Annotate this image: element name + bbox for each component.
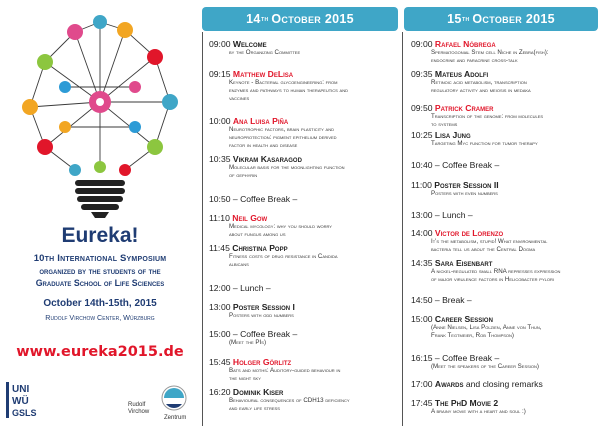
event-description: of major virulence factors in Helicobacter pylori [431,275,554,283]
break-label: – Coffee Break – [434,160,500,170]
schedule-event [209,69,398,102]
day-14-header: 14 th October 2015 [202,7,398,31]
event-time: 16:15 [411,353,433,363]
speaker-name: Patrick Cramer [434,103,494,113]
event-suffix: and closing remarks [463,379,543,389]
event-heading [209,154,398,164]
event-heading [411,314,598,324]
svg-text:GSLS: GSLS [12,408,37,418]
symposium-venue: Rudolf Virchow Center, Würzburg [45,313,155,322]
event-time: 17:45 [411,398,433,408]
schedule-event [209,243,398,269]
event-description: (Meet the PIs) [229,339,267,346]
schedule-break [209,283,398,293]
event-time: 09:15 [209,69,231,79]
break-label: – Break – [434,295,472,305]
speaker-name: Awards [434,379,464,389]
schedule-event [209,387,398,413]
event-description: vaccines [229,94,250,102]
event-description: Fitness costs of drug resistance in Candida [229,253,338,260]
event-heading [209,243,398,253]
event-heading [209,329,398,339]
event-time: 09:35 [411,69,433,79]
svg-text:Virchow: Virchow [128,409,150,415]
event-time: 13:00 [209,302,231,312]
event-description: endocrine and paracrine cross-talk [431,56,518,64]
schedule-event [209,154,398,180]
event-description: of gephyrin [229,171,258,179]
break-label: – Lunch – [232,283,271,293]
event-time: 10:35 [209,154,231,164]
symposium-dates: October 14th-15th, 2015 [43,298,157,309]
speaker-name: Victor de Lorenzo [434,228,504,238]
event-time: 15:00 [411,314,433,324]
event-description: the night sky [229,374,261,382]
symposium-title: 10th International Symposium [33,253,167,264]
speaker-name: Dominik Kiser [232,387,284,397]
svg-text:Zentrum: Zentrum [164,415,187,421]
svg-text:UNI: UNI [12,384,30,395]
event-heading [209,283,398,293]
event-description: Transcription of the genome: from molecules [431,113,544,120]
event-heading [411,379,598,389]
speaker-name: Sara Eisenbart [434,258,493,268]
schedule-event [209,39,398,57]
event-heading [209,39,398,49]
schedule-event [411,130,598,148]
event-description: Posters with even numbers [431,190,498,197]
event-description: (Anne Nielsen, Lisa Polzien, Anne von Thun, [431,324,542,331]
event-description: Bats and moths: Auditory-guided behaviour in [229,367,341,374]
event-description: Molecular basis for the moonlighting function [229,164,345,171]
event-time: 15:45 [209,357,231,367]
event-heading [209,387,398,397]
speaker-name: Rafael Nóbrega [434,39,496,49]
event-time: 13:00 [411,210,433,220]
schedule-break [411,160,598,170]
speaker-name: Poster Session I [232,302,295,312]
schedule-break [411,295,598,305]
event-heading [411,228,598,238]
event-heading [411,39,598,49]
schedule-event [209,357,398,383]
svg-text:WÜ: WÜ [12,396,29,407]
event-time: 09:00 [411,39,433,49]
eureka-logo-text: Eureka! [61,224,139,247]
event-heading [209,302,398,312]
schedule-break [209,194,398,204]
event-description: Posters with odd numbers [229,312,294,319]
speaker-name: Poster Session II [434,180,499,190]
virchow-center-logo [124,382,196,422]
event-time: 14:00 [411,228,433,238]
schedule-event [209,116,398,149]
organized-by-line: organized by the students of the [39,266,161,276]
event-description: A nickel-regulated small RNA represses expression [431,268,561,275]
event-time: 10:25 [411,130,433,140]
speaker-name: Neil Gow [232,213,268,223]
symposium-info-panel [0,0,200,426]
event-time: 11:00 [411,180,432,190]
event-description: and early life stress [229,404,280,412]
schedule-event [411,180,598,198]
speaker-name: Christina Popp [232,243,288,253]
event-description: regulatory activity and meiosis in medaka [431,86,531,94]
speaker-name: Mateus Adolfi [434,69,489,79]
event-description: to systems [431,120,458,128]
event-description: enzymes and pathways to human therapeutics and [229,86,348,94]
event-description: Spermatogonial Stem cell Niche in Zebra(fish): [431,49,549,56]
event-heading [411,353,598,363]
break-label: – Coffee Break – [232,329,298,339]
schedule-event [411,39,598,65]
event-time: 16:20 [209,387,231,397]
event-time: 17:00 [411,379,433,389]
event-heading [411,258,598,268]
event-description: Retinoic acid metabolism, transcription [431,79,527,86]
event-time: 10:50 [209,194,231,204]
break-label: – Lunch – [434,210,473,220]
event-time: 11:10 [209,213,230,223]
schedule-event [411,258,598,284]
event-description: albicans [229,260,249,268]
event-heading [209,213,398,223]
event-heading [411,210,598,220]
event-heading [411,160,598,170]
event-heading [411,130,598,140]
event-time: 14:50 [411,295,433,305]
event-description: (Meet the speakers of the Career Session) [431,363,539,370]
event-description: Behavioural consequences of CDH13 deficiency [229,397,350,404]
schedule-break [209,329,398,347]
event-heading [411,69,598,79]
event-description: Keynote - Bacterial glycoengineering: from [229,79,338,86]
event-time: 10:40 [411,160,433,170]
event-description: bacteria tell us about the Central Dogma [431,245,536,253]
event-time: 15:00 [209,329,231,339]
event-heading [411,295,598,305]
event-description: by the Organizing Committee [229,49,301,56]
speaker-name: Career Session [434,314,493,324]
day-14-divider [202,32,203,426]
lightbulb-network-illustration [5,2,195,247]
website-link[interactable]: www.eureka2015.de [16,344,184,360]
schedule-event [411,103,598,129]
speaker-name: The PhD Movie 2 [434,398,499,408]
break-label: – Coffee Break – [434,353,500,363]
break-label: – Coffee Break – [232,194,298,204]
event-description: about fungus among us [229,230,286,238]
event-heading [209,69,398,79]
event-description: Neurotrophic factors, brain plasticity and [229,126,335,133]
schedule-event [411,379,598,389]
event-description: Frank Tegtmeier, Rob Thompson) [431,331,514,339]
event-time: 14:35 [411,258,433,268]
schedule-event [411,228,598,254]
event-heading [209,194,398,204]
event-heading [411,398,598,408]
graduate-school-line: Graduate School of Life Sciences [35,278,165,288]
event-time: 09:00 [209,39,231,49]
svg-text:Rudolf: Rudolf [128,402,146,408]
event-description: neuroprotection: pigment epithelium derived [229,133,337,141]
day-15-header: 15 th October 2015 [404,7,598,31]
event-time: 11:45 [209,243,230,253]
speaker-name: Vikram Kasaragod [232,154,302,164]
speaker-name: Matthew DeLisa [232,69,294,79]
event-description: Targeting Myc function for tumor therapy [431,140,538,147]
schedule-event [209,302,398,320]
speaker-name: Ana Luisa Piña [232,116,289,126]
schedule-break [411,210,598,220]
event-description: factor in health and disease [229,141,298,149]
day-15-divider [402,32,403,426]
event-heading [209,357,398,367]
schedule-event [411,398,598,416]
event-heading [209,116,398,126]
event-heading [411,180,598,190]
schedule-break [411,353,598,371]
event-heading [411,103,598,113]
schedule-event [411,69,598,95]
event-description: Medical mycology: why you should worry [229,223,332,230]
event-time: 12:00 [209,283,231,293]
schedule-event [209,213,398,239]
university-logo [6,380,46,422]
schedule-event [411,314,598,340]
event-description: It's the metabolism, stupid! What environmental [431,238,548,245]
event-time: 09:50 [411,103,433,113]
speaker-name: Lisa Jung [434,130,471,140]
speaker-name: Welcome [232,39,267,49]
speaker-name: Holger Görlitz [232,357,292,367]
event-time: 10:00 [209,116,231,126]
event-description: A brainy movie with a heart and soul :) [431,408,526,415]
